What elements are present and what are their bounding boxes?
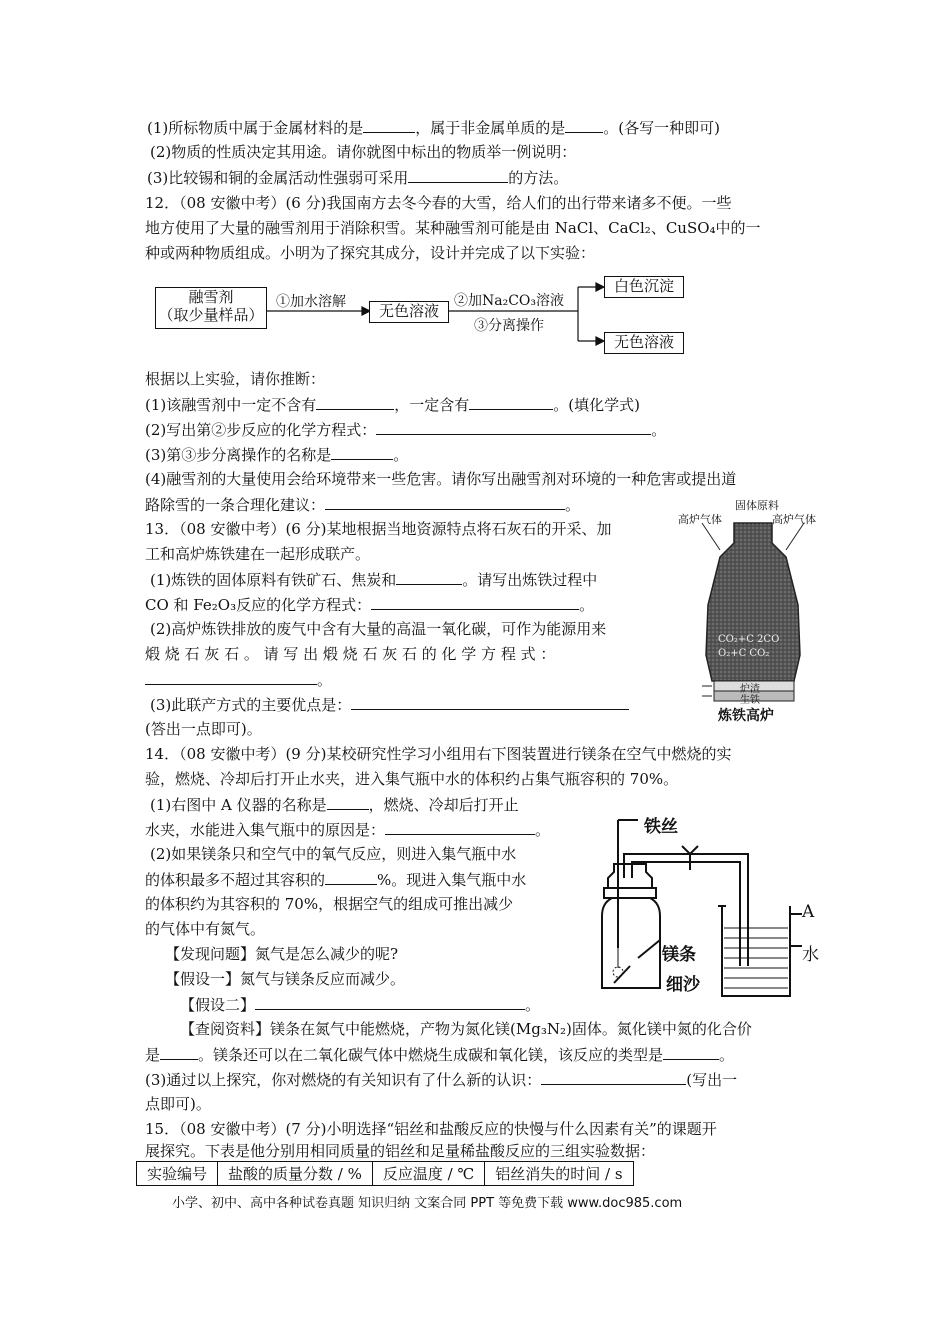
mg-ribbon-label: 镁条	[662, 945, 696, 965]
table-header-cell: 盐酸的质量分数 / %	[218, 1162, 373, 1186]
q12-line-7: (3)第③步分离操作的名称是 。	[145, 446, 409, 464]
q12-line-9: 路除雪的一条合理化建议： 。	[145, 496, 581, 514]
q15-line-1: 15．（08 安徽中考）(7 分)小明选择“铝丝和盐酸反应的快慢与什么因素有关”的课题开	[145, 1120, 717, 1138]
answer-blank[interactable]	[396, 569, 462, 585]
furnace-eq2: O₂+C CO₂	[718, 648, 770, 659]
q12-line-8: (4)融雪剂的大量使用会给环境带来一些危害。请你写出融雪剂对环境的一种危害或提出道	[145, 470, 737, 488]
q13-line-2: 工和高炉炼铁建在一起形成联产。	[145, 545, 371, 563]
step1-label: ①加水溶解	[276, 294, 346, 310]
table-header-cell: 铝丝消失的时间 / s	[485, 1162, 633, 1186]
q13-line-3: (1)炼铁的固体原料有铁矿石、焦炭和 。请写出炼铁过程中	[150, 571, 598, 589]
q13-line-1: 13．（08 安徽中考）(6 分)某地根据当地资源特点将石灰石的开采、加	[145, 520, 612, 538]
answer-blank[interactable]	[327, 794, 369, 810]
q14-line-12: 【查阅资料】镁条在氮气中能燃烧，产物为氮化镁(Mg₃N₂)固体。氮化镁中氮的化合价	[180, 1020, 752, 1038]
apparatus-drawing	[590, 808, 810, 1003]
q12-line-4: 根据以上实验，请你推断：	[145, 370, 326, 388]
step2-label: ②加Na₂CO₃溶液	[454, 293, 565, 309]
q13-line-4: CO 和 Fe₂O₃反应的化学方程式： 。	[145, 596, 595, 614]
answer-blank[interactable]	[325, 494, 565, 510]
furnace-top-label: 固体原料	[735, 499, 779, 512]
furnace-eq1: CO₂+C 2CO	[718, 634, 780, 645]
q14-line-7: 的体积约为其容积的 70%，根据空气的组成可推出减少	[145, 895, 514, 913]
q12-line-2: 地方使用了大量的融雪剂用于消除积雪。某种融雪剂可能是由 NaCl、CaCl₂、CuSO₄中的一	[145, 219, 761, 237]
q13-line-5: (2)高炉炼铁排放的废气中含有大量的高温一氧化碳，可作为能源用来	[150, 620, 607, 638]
precipitate-box: 白色沉淀	[604, 276, 684, 298]
q14-line-13: 是 。镁条还可以在二氧化碳气体中燃烧生成碳和氧化镁，该反应的类型是 。	[145, 1046, 735, 1064]
q14-line-9: 【发现问题】氮气是怎么减少的呢?	[165, 945, 399, 963]
answer-blank[interactable]	[351, 694, 629, 710]
q14-line-11: 【假设二】 。	[180, 996, 541, 1014]
q12-line-1: 12．（08 安徽中考）(6 分)我国南方去冬今春的大雪，给人们的出行带来诸多不便。一些	[145, 194, 732, 212]
q12-line-3: 种或两种物质组成。小明为了探究其成分，设计并完成了以下实验：	[145, 244, 596, 262]
fine-sand-label: 细沙	[666, 975, 700, 995]
q13-line-8: (3)此联产方式的主要优点是：	[150, 694, 629, 715]
table-header-row	[137, 1162, 634, 1186]
q11-line-3: (3)比较锡和铜的金属活动性强弱可采用 的方法。	[147, 169, 569, 187]
q11-line-1: (1)所标物质中属于金属材料的是 ，属于非金属单质的是 。(各写一种即可)	[147, 119, 720, 137]
answer-blank[interactable]	[145, 669, 317, 685]
answer-blank[interactable]	[385, 819, 535, 835]
answer-blank[interactable]	[541, 1069, 686, 1085]
furnace-left-gas: 高炉气体	[678, 513, 722, 526]
furnace-iron: 生铁	[740, 695, 760, 706]
q14-line-10: 【假设一】氮气与镁条反应而减少。	[165, 970, 406, 988]
q13-line-6: 煅 烧 石 灰 石 。 请 写 出 煅 烧 石 灰 石 的 化 学 方 程 式 ：	[145, 645, 556, 663]
answer-blank[interactable]	[565, 117, 603, 133]
answer-blank[interactable]	[316, 394, 394, 410]
q14-line-14: (3)通过以上探究，你对燃烧的有关知识有了什么新的认识： (写出一	[145, 1071, 738, 1089]
solution-box: 无色溶液	[369, 301, 449, 323]
furnace-right-gas: 高炉气体	[772, 513, 816, 526]
q14-line-1: 14．（08 安徽中考）(9 分)某校研究性学习小组用右下图装置进行镁条在空气中燃烧的实	[145, 745, 732, 763]
instrument-a-label: A	[802, 902, 815, 922]
step3-label: ③分离操作	[474, 318, 544, 334]
q12-line-5: (1)该融雪剂中一定不含有 ，一定含有 。(填化学式)	[145, 396, 640, 414]
answer-blank[interactable]	[160, 1044, 198, 1060]
page-footer: 小学、初中、高中各种试卷真题 知识归纳 文案合同 PPT 等免费下载 www.doc985.com	[172, 1196, 683, 1211]
q15-line-2: 展探究。下表是他分别用相同质量的铝丝和足量稀盐酸反应的三组实验数据：	[145, 1142, 656, 1160]
table-header-cell: 反应温度 / ℃	[372, 1162, 484, 1186]
table-header-cell: 实验编号	[137, 1162, 218, 1186]
furnace-caption: 炼铁高炉	[718, 708, 774, 724]
water-label: 水	[802, 945, 819, 965]
q13-line-7: 。	[145, 669, 332, 690]
q14-line-3: (1)右图中 A 仪器的名称是 ，燃烧、冷却后打开止	[150, 796, 519, 814]
q14-line-5: (2)如果镁条只和空气中的氧气反应，则进入集气瓶中水	[150, 845, 517, 863]
answer-blank[interactable]	[663, 1044, 719, 1060]
answer-blank[interactable]	[331, 444, 393, 460]
q14-line-15: 点即可)。	[145, 1095, 211, 1113]
answer-blank[interactable]	[376, 419, 651, 435]
iron-wire-label: 铁丝	[644, 817, 678, 837]
answer-blank[interactable]	[371, 594, 579, 610]
q12-line-6: (2)写出第②步反应的化学方程式： 。	[145, 421, 667, 439]
sample-box: 融雪剂 （取少量样品）	[155, 287, 267, 329]
answer-blank[interactable]	[469, 394, 553, 410]
q11-line-2: (2)物质的性质决定其用途。请你就图中标出的物质举一例说明：	[150, 143, 577, 161]
q14-line-6: 的体积最多不超过其容积的 %。现进入集气瓶中水	[145, 871, 527, 889]
answer-blank[interactable]	[255, 994, 525, 1010]
q14-line-4: 水夹，水能进入集气瓶中的原因是： 。	[145, 821, 551, 839]
furnace-slag: 炉渣	[740, 684, 760, 695]
q14-line-2: 验，燃烧、冷却后打开止水夹，进入集气瓶中水的体积约占集气瓶容积的 70%。	[145, 770, 679, 788]
q14-line-8: 的气体中有氮气。	[145, 920, 266, 938]
q13-line-9: (答出一点即可)。	[145, 720, 262, 738]
answer-blank[interactable]	[325, 869, 377, 885]
answer-blank[interactable]	[408, 167, 508, 183]
filtrate-box: 无色溶液	[604, 332, 684, 354]
answer-blank[interactable]	[363, 117, 415, 133]
experiment-table	[136, 1161, 634, 1186]
